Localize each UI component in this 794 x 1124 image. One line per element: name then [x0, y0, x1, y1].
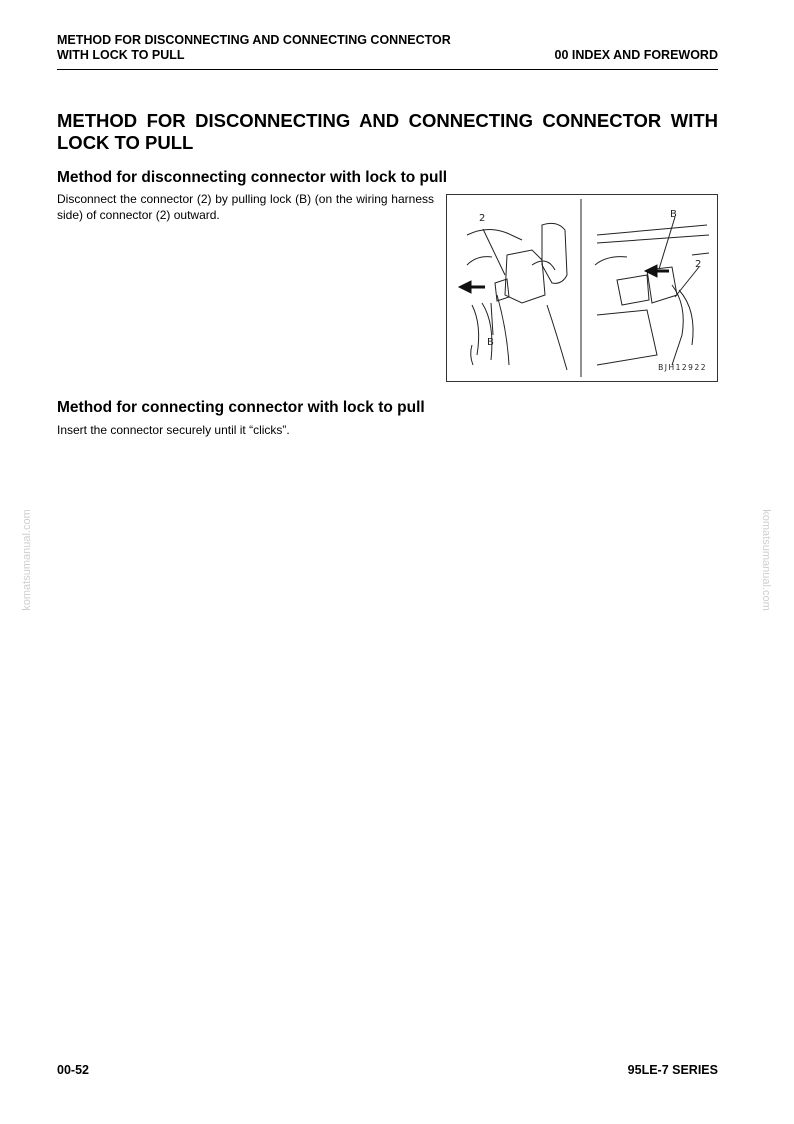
header-title [57, 33, 451, 63]
figure-label-left-2: 2 [479, 213, 486, 224]
page-title: METHOD FOR DISCONNECTING AND CONNECTING CONNECTOR WITH LOCK TO PULL [57, 110, 718, 153]
header-title-line2: WITH LOCK TO PULL [57, 48, 185, 62]
right-frame-top [597, 225, 707, 235]
right-bracket [595, 257, 627, 265]
connector-illustration [446, 194, 718, 382]
left-pipe-mid [467, 257, 492, 265]
left-hose-2 [482, 303, 492, 360]
disconnect-body: Disconnect the connector (2) by pulling lock (B) (on the wiring harness side) of connector (2) outward. [57, 192, 434, 222]
page-number: 00-52 [57, 1063, 89, 1077]
series-name: 95LE-7 SERIES [627, 1063, 718, 1077]
watermark-right: komatsumanual.com [760, 509, 772, 611]
left-connector-body [505, 250, 545, 303]
illustration-drawing [447, 195, 719, 383]
right-leader-b [659, 217, 675, 269]
figure-label-right-b: B [670, 209, 677, 220]
right-leader-2 [675, 267, 699, 297]
header-section: 00 INDEX AND FOREWORD [554, 48, 718, 62]
figure-label-right-2: 2 [695, 259, 702, 270]
left-hose-1 [472, 305, 479, 355]
left-hose-3 [497, 295, 509, 365]
left-pipe-top [467, 229, 522, 240]
connect-body: Insert the connector securely until it “clicks”. [57, 423, 290, 437]
figure-code: BJH12922 [658, 363, 707, 372]
right-frame-top2 [597, 235, 709, 243]
figure-label-left-b: B [487, 337, 494, 348]
left-pull-arrow-head [459, 281, 471, 293]
disconnect-heading: Method for disconnecting connector with lock to pull [57, 169, 448, 186]
page-header [57, 33, 718, 70]
right-cap [617, 275, 649, 305]
left-leader-2 [483, 229, 505, 275]
left-grommet [542, 223, 567, 283]
watermark-left: komatsumanual.com [21, 509, 33, 611]
right-bolt [692, 253, 709, 255]
right-frame-lower [597, 310, 657, 365]
right-harness [672, 285, 683, 365]
left-frame-line [547, 305, 567, 370]
left-lock-tab [495, 279, 509, 301]
header-title-line1: METHOD FOR DISCONNECTING AND CONNECTING CONNECTOR [57, 33, 451, 47]
connect-heading: Method for connecting connector with lock to pull [57, 399, 425, 416]
illustration-lines [467, 199, 709, 377]
left-ribs [471, 345, 473, 365]
